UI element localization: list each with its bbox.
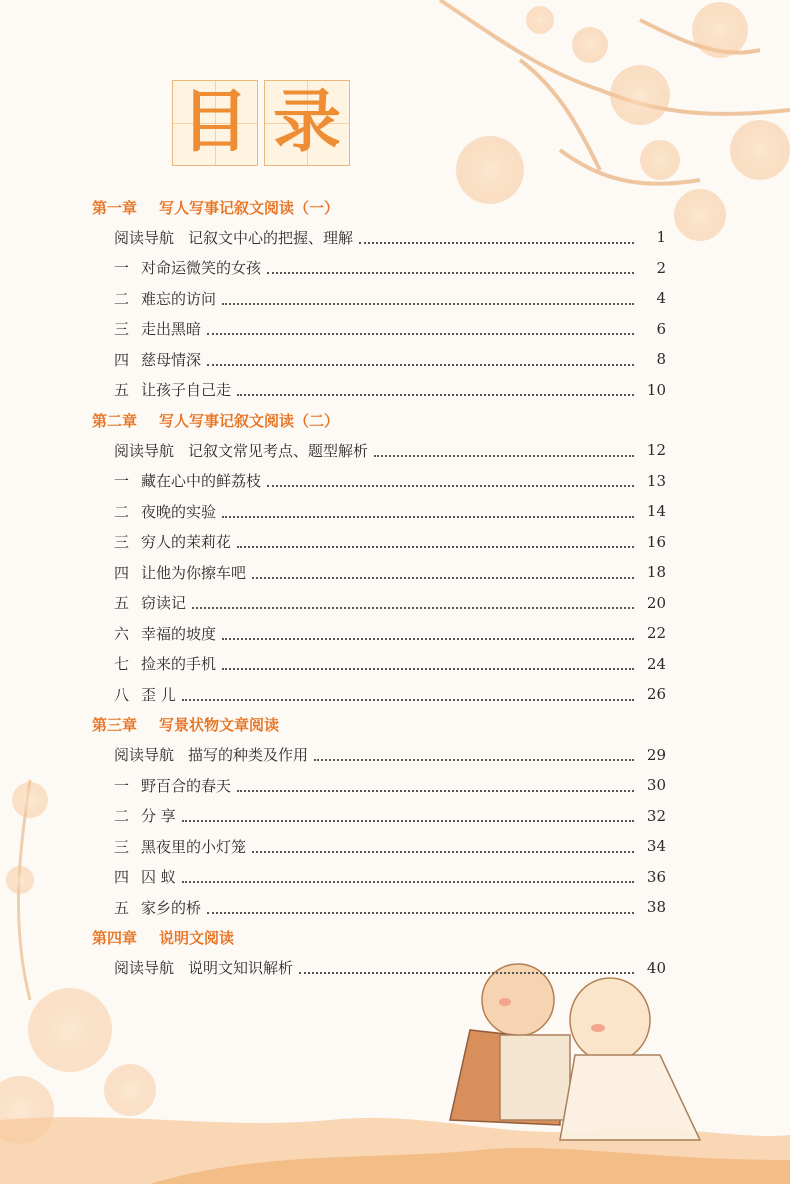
page-number: 38	[646, 898, 666, 917]
page-number: 36	[646, 867, 666, 886]
title-char-1: 目	[172, 80, 258, 166]
page-number: 16	[646, 532, 666, 551]
dot-leader	[237, 393, 634, 396]
chapter-number: 第四章	[92, 929, 138, 947]
entry-title: 难忘的访问	[141, 289, 217, 308]
page-number: 40	[646, 958, 666, 977]
toc-entry[interactable]	[92, 862, 666, 893]
entry-index: 四	[114, 868, 130, 887]
entry-index: 一	[114, 472, 130, 491]
entry-index: 一	[114, 776, 130, 795]
dot-leader	[182, 880, 634, 883]
toc-entry[interactable]	[92, 496, 666, 527]
page-number: 18	[646, 563, 666, 582]
toc-entry[interactable]	[92, 527, 666, 558]
entry-index: 六	[114, 624, 130, 643]
entry-index: 五	[114, 381, 130, 400]
toc-entry[interactable]	[92, 740, 666, 771]
dot-leader	[207, 332, 634, 335]
title-char-2: 录	[264, 80, 350, 166]
page-number: 8	[656, 350, 666, 369]
entry-title: 走出黑暗	[141, 320, 202, 339]
dot-leader	[374, 454, 634, 457]
page-number: 32	[646, 806, 666, 825]
toc-entry[interactable]	[92, 466, 666, 497]
page-number: 30	[646, 776, 666, 795]
toc-entry[interactable]	[92, 831, 666, 862]
chapter-title: 说明文阅读	[159, 929, 235, 947]
chapter-number: 第一章	[92, 198, 138, 217]
entry-title: 窃读记	[141, 594, 187, 613]
entry-title: 记叙文常见考点、题型解析	[188, 441, 369, 460]
entry-title: 穷人的茉莉花	[141, 533, 232, 552]
page-number: 4	[656, 289, 666, 308]
entry-index: 四	[114, 350, 130, 369]
page-number: 2	[656, 258, 666, 277]
page-number: 34	[646, 837, 666, 856]
entry-index: 五	[114, 898, 130, 917]
entry-title: 囚 蚁	[141, 868, 176, 887]
entry-title: 幸福的坡度	[141, 624, 217, 643]
page-number: 1	[656, 228, 666, 247]
entry-index: 阅读导航	[114, 228, 175, 247]
entry-index: 三	[114, 320, 130, 339]
entry-index: 四	[114, 563, 130, 582]
children-illustration	[450, 964, 700, 1140]
toc-entry[interactable]	[92, 283, 666, 314]
toc-entry[interactable]	[92, 953, 666, 984]
chapter-heading[interactable]	[92, 192, 666, 222]
toc-entry[interactable]	[92, 892, 666, 923]
page-number: 13	[646, 471, 666, 490]
dot-leader	[267, 271, 634, 274]
dot-leader	[222, 515, 634, 518]
toc-entry[interactable]	[92, 679, 666, 710]
toc-entry[interactable]	[92, 649, 666, 680]
entry-title: 黑夜里的小灯笼	[141, 837, 247, 856]
dot-leader	[237, 789, 634, 792]
entry-title: 让孩子自己走	[141, 381, 232, 400]
table-of-contents	[92, 192, 666, 983]
toc-entry[interactable]	[92, 344, 666, 375]
dot-leader	[267, 484, 634, 487]
entry-title: 家乡的桥	[141, 898, 202, 917]
dot-leader	[182, 698, 634, 701]
toc-entry[interactable]	[92, 770, 666, 801]
dot-leader	[182, 819, 634, 822]
entry-index: 阅读导航	[114, 959, 175, 978]
dot-leader	[222, 637, 634, 640]
entry-index: 八	[114, 685, 130, 704]
dot-leader	[237, 545, 634, 548]
dot-leader	[299, 971, 634, 974]
dot-leader	[359, 241, 634, 244]
dot-leader	[207, 911, 634, 914]
toc-entry[interactable]	[92, 314, 666, 345]
toc-entry[interactable]	[92, 435, 666, 466]
entry-index: 二	[114, 807, 130, 826]
chapter-title: 写景状物文章阅读	[159, 716, 280, 734]
entry-title: 歪 儿	[141, 685, 176, 704]
chapter-number: 第二章	[92, 411, 138, 430]
page-number: 26	[646, 685, 666, 704]
entry-title: 分 享	[141, 807, 176, 826]
toc-entry[interactable]	[92, 222, 666, 253]
toc-entry[interactable]	[92, 801, 666, 832]
entry-index: 三	[114, 837, 130, 856]
chapter-heading[interactable]	[92, 710, 666, 740]
page-number: 6	[656, 319, 666, 338]
entry-index: 五	[114, 594, 130, 613]
page-number: 20	[646, 593, 666, 612]
entry-title: 对命运微笑的女孩	[141, 259, 262, 278]
page-number: 22	[646, 624, 666, 643]
entry-index: 阅读导航	[114, 746, 175, 765]
entry-title: 藏在心中的鲜荔枝	[141, 472, 262, 491]
entry-index: 二	[114, 502, 130, 521]
entry-index: 七	[114, 655, 130, 674]
dot-leader	[252, 850, 634, 853]
page-number: 29	[646, 745, 666, 764]
entry-title: 记叙文中心的把握、理解	[188, 228, 354, 247]
chapter-heading[interactable]	[92, 405, 666, 435]
dot-leader	[222, 302, 634, 305]
page-number: 24	[646, 654, 666, 673]
dot-leader	[207, 363, 634, 366]
entry-index: 一	[114, 259, 130, 278]
dot-leader	[252, 576, 634, 579]
dot-leader	[222, 667, 634, 670]
entry-title: 让他为你擦车吧	[141, 563, 247, 582]
toc-entry[interactable]	[92, 557, 666, 588]
chapter-number: 第三章	[92, 716, 138, 734]
page-number: 12	[646, 441, 666, 460]
entry-title: 描写的种类及作用	[188, 746, 309, 765]
toc-entry[interactable]	[92, 253, 666, 284]
page-number: 10	[646, 380, 666, 399]
entry-title: 夜晚的实验	[141, 502, 217, 521]
dot-leader	[314, 758, 634, 761]
entry-index: 阅读导航	[114, 441, 175, 460]
entry-index: 三	[114, 533, 130, 552]
entry-title: 慈母情深	[141, 350, 202, 369]
chapter-heading[interactable]	[92, 923, 666, 953]
toc-entry[interactable]	[92, 588, 666, 619]
entry-title: 说明文知识解析	[188, 959, 294, 978]
chapter-title: 写人写事记叙文阅读（一）	[159, 198, 340, 217]
page-number: 14	[646, 502, 666, 521]
entry-index: 二	[114, 289, 130, 308]
toc-entry[interactable]	[92, 618, 666, 649]
entry-title: 捡来的手机	[141, 655, 217, 674]
toc-entry[interactable]	[92, 375, 666, 406]
dot-leader	[192, 606, 634, 609]
page-title	[172, 80, 350, 166]
entry-title: 野百合的春天	[141, 776, 232, 795]
chapter-title: 写人写事记叙文阅读（二）	[159, 411, 340, 430]
